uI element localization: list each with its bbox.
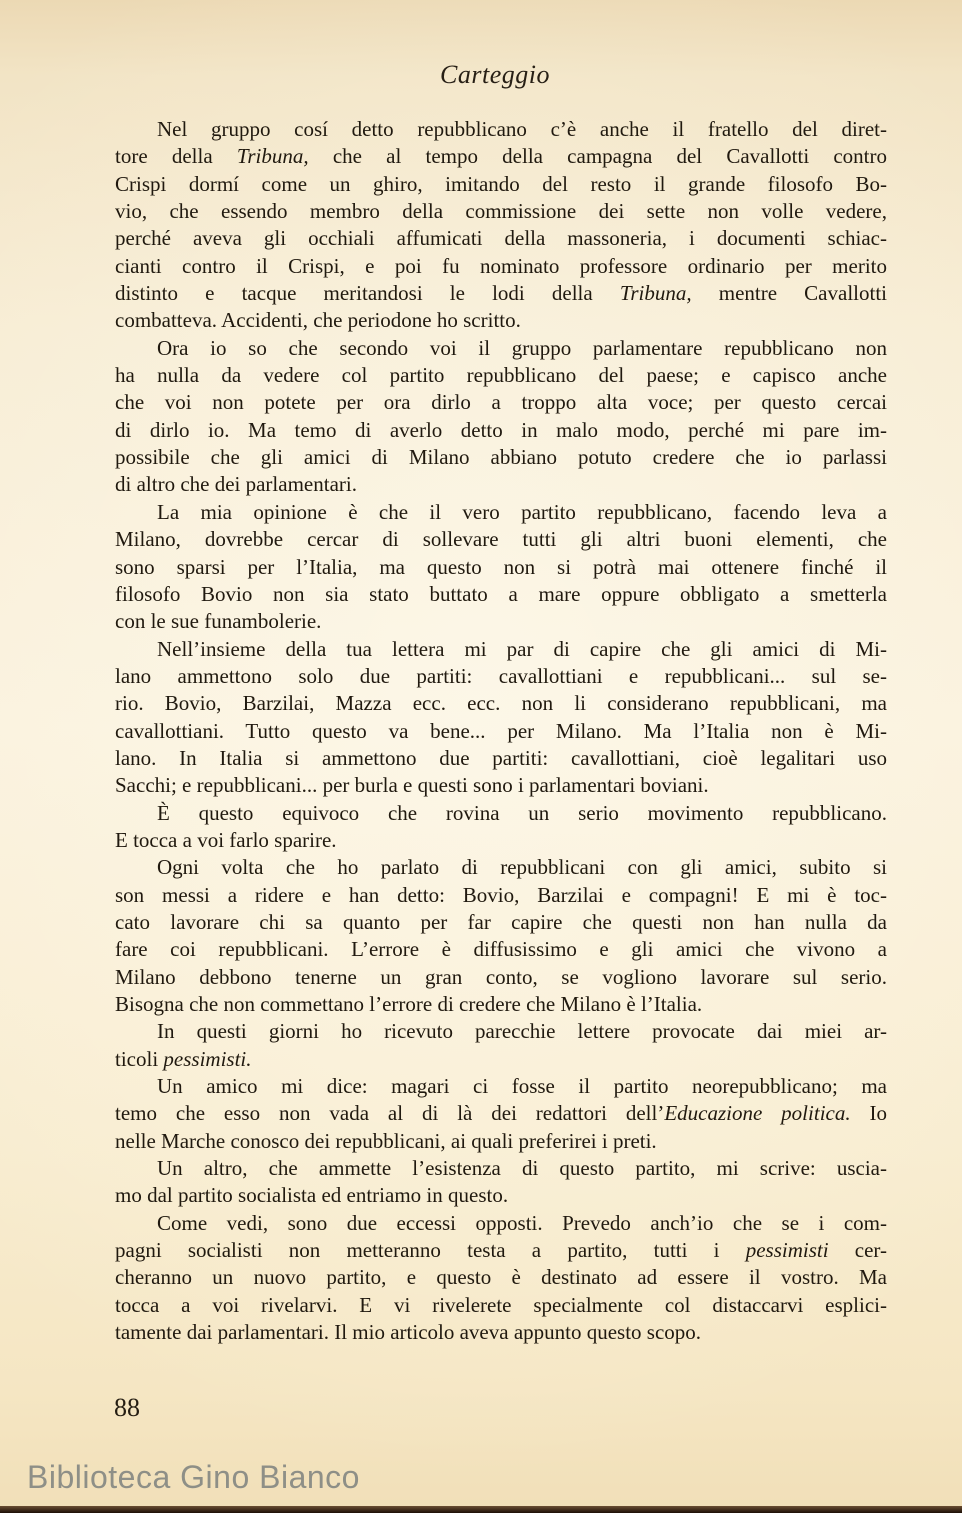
text-line: lano. In Italia si ammettono due partiti: cavallottiani, cioè legalitari uso: [115, 745, 887, 770]
text-line: cato lavorare chi sa quanto per far capire che questi non han nulla da: [115, 909, 887, 934]
text-line: Ora io so che secondo voi il gruppo parlamentare repubblicano non: [157, 335, 887, 360]
text-line: tamente dai parlamentari. Il mio articolo aveva appunto questo scopo.: [115, 1320, 702, 1345]
page-number: 88: [114, 1393, 140, 1422]
italic-run: Tribuna,: [619, 281, 692, 306]
text-line: Sacchi; e repubblicani... per burla e questi sono i parlamentari boviani.: [115, 773, 709, 798]
text-line: Ogni volta che ho parlato di repubblicani con gli amici, subito si: [157, 855, 887, 880]
text-line: rio. Bovio, Barzilai, Mazza ecc. ecc. non li considerano repubblicani, ma: [115, 691, 887, 716]
text-line: possibile che gli amici di Milano abbiano potuto credere che io parlassi: [115, 445, 887, 470]
text-line: vio, che essendo membro della commissione dei sette non volle vedere,: [115, 199, 887, 224]
text-line: mo dal partito socialista ed entriamo in questo.: [115, 1183, 509, 1208]
text-line: con le sue funambolerie.: [115, 609, 322, 634]
italic-run: Tribuna,: [236, 144, 309, 169]
text-line: fare coi repubblicani. L’errore è diffusissimo e gli amici che vivono a: [115, 937, 887, 962]
text-line: temo che esso non vada al di là dei redattori dell’Educazione politica. Io: [115, 1101, 887, 1126]
text-line: Milano debbono tenerne un gran conto, se vogliono lavorare sul serio.: [115, 964, 887, 989]
text-line: In questi giorni ho ricevuto parecchie lettere provocate dai miei ar-: [157, 1019, 887, 1044]
paragraph-5: [115, 800, 887, 855]
text-line: E tocca a voi farlo sparire.: [115, 827, 337, 852]
text-block: [115, 116, 887, 1346]
paragraph-3: [115, 499, 887, 636]
italic-run: Educazione politica.: [664, 1101, 851, 1126]
paragraph-2: [115, 335, 887, 499]
text-line: Nell’insieme della tua lettera mi par di capire che gli amici di Mi-: [157, 636, 887, 661]
paragraph-10: [115, 1210, 887, 1347]
text-line: di altro che dei parlamentari.: [115, 472, 357, 497]
text-line: Milano, dovrebbe cercar di sollevare tutti gli altri buoni elementi, che: [115, 527, 887, 552]
text-line: cavallottiani. Tutto questo va bene... per Milano. Ma l’Italia non è Mi-: [115, 718, 887, 743]
text-line: ha nulla da vedere col partito repubblicano del paese; e capisco anche: [115, 363, 887, 388]
text-line: sono sparsi per l’Italia, ma questo non si potrà mai ottenere finché il: [115, 554, 887, 579]
text-line: Un amico mi dice: magari ci fosse il partito neorepubblicano; ma: [157, 1074, 887, 1099]
paragraph-7: [115, 1018, 887, 1073]
text-line: cheranno un nuovo partito, e questo è destinato ad essere il vostro. Ma: [115, 1265, 887, 1290]
scan-edge-strip: [0, 1506, 962, 1513]
text-line: Bisogna che non commettano l’errore di credere che Milano è l’Italia.: [115, 992, 703, 1016]
text-line: pagni socialisti non metteranno testa a partito, tutti i pessimisti cer-: [115, 1238, 887, 1263]
paragraph-6: [115, 854, 887, 1018]
text-line: Nel gruppo cosí detto repubblicano c’è anche il fratello del diret-: [157, 117, 887, 141]
text-line: distinto e tacque meritandosi le lodi della Tribuna, mentre Cavallotti: [115, 281, 887, 306]
text-line: filosofo Bovio non sia stato buttato a mare oppure obbligato a smetterla: [115, 581, 887, 606]
text-line: Un altro, che ammette l’esistenza di questo partito, mi scrive: uscia-: [157, 1156, 887, 1181]
text-line: tocca a voi rivelarvi. E vi rivelerete specialmente col distaccarvi esplici-: [115, 1292, 887, 1317]
text-line: perché aveva gli occhiali affumicati della massoneria, i documenti schiac-: [115, 226, 887, 251]
text-line: di dirlo io. Ma temo di averlo detto in malo modo, perché mi pare im-: [115, 417, 887, 442]
paragraph-4: [115, 636, 887, 800]
text-line: Come vedi, sono due eccessi opposti. Prevedo anch’io che se i com-: [157, 1210, 887, 1235]
text-line: È questo equivoco che rovina un serio movimento repubblicano.: [157, 800, 887, 825]
italic-run: pessimisti.: [163, 1046, 252, 1071]
library-watermark: Biblioteca Gino Bianco: [27, 1459, 360, 1495]
text-line: ticoli pessimisti.: [115, 1046, 252, 1071]
text-line: nelle Marche conosco dei repubblicani, ai quali preferirei i preti.: [115, 1128, 657, 1153]
text-line: son messi a ridere e han detto: Bovio, Barzilai e compagni! E mi è toc-: [115, 882, 887, 907]
text-line: combatteva. Accidenti, che periodone ho scritto.: [115, 308, 521, 333]
running-head: Carteggio: [440, 60, 550, 89]
text-line: che voi non potete per ora dirlo a troppo alta voce; per questo cercai: [115, 390, 887, 415]
text-line: Crispi dormí come un ghiro, imitando del resto il grande filosofo Bo-: [115, 171, 887, 196]
paragraph-9: [115, 1155, 887, 1210]
paragraph-1: [115, 116, 887, 335]
text-line: lano ammettono solo due partiti: cavallottiani e repubblicani... sul se-: [115, 663, 887, 688]
text-line: cianti contro il Crispi, e poi fu nominato professore ordinario per merito: [115, 253, 887, 278]
paragraph-8: [115, 1073, 887, 1155]
text-line: tore della Tribuna, che al tempo della campagna del Cavallotti contro: [115, 144, 887, 169]
text-line: La mia opinione è che il vero partito repubblicano, facendo leva a: [157, 499, 887, 524]
italic-run: pessimisti: [745, 1238, 829, 1263]
